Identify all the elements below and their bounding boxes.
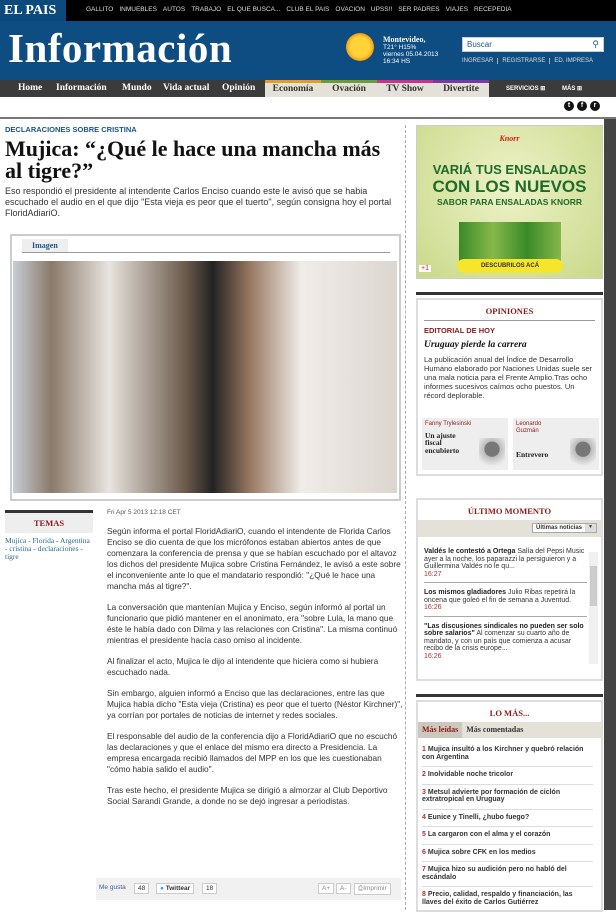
- paragraph: Sin embargo, alguien informó a Enciso que las declaraciones, entre las que Mujica había dicho "Esta vieja (Cristina) es peor que el tuerto (Néstor Kirchner)", ya corrían por portales de noticias de internet y redes sociales.: [107, 688, 403, 720]
- printer-icon: ⎙: [358, 885, 364, 892]
- register-link[interactable]: REGISTRARSE: [497, 58, 545, 64]
- twitter-bird-icon: ●: [160, 885, 166, 892]
- lo-mas-bar: [416, 694, 603, 697]
- search-input[interactable]: [462, 37, 604, 52]
- scrollbar-thumb[interactable]: [590, 566, 597, 606]
- weather-temp: T21° H15%: [383, 44, 417, 51]
- rss-icon[interactable]: r: [590, 101, 600, 111]
- print-label: Imprimir: [363, 885, 387, 892]
- item-title: Eunice y Tinelli, ¿hubo fuego?: [427, 813, 530, 821]
- list-item[interactable]: [424, 587, 587, 617]
- top-link[interactable]: INMUEBLES: [119, 6, 157, 13]
- google-plus-one-button[interactable]: +1: [421, 265, 429, 272]
- tab-mas-leidas[interactable]: Más leídas: [418, 722, 462, 738]
- item-title: Mujica insultó a los Kirchner y quebró relación con Argentina: [422, 746, 584, 761]
- temas-box: [5, 510, 93, 561]
- weather-city: Montevideo,: [383, 35, 426, 44]
- section-title[interactable]: Información: [8, 25, 233, 71]
- editorial-label: EDITORIAL DE HOY: [424, 326, 495, 335]
- nav-economia[interactable]: Economía: [265, 80, 321, 97]
- column-author: Fanny Trylesinski: [425, 421, 472, 427]
- share-bar: [96, 878, 401, 900]
- paragraph: La conversación que mantenían Mujica y Enciso, según informó al portal un funcionario que pidió mantener en el anonimato, era "sobre Lula, la mano que éste le había dado con Dilma y las relaciones con Cristina". La misma continuó mientras el presidente hacía caso omiso al incidente.: [107, 602, 398, 645]
- list-item[interactable]: 4 Eunice y Tinelli, ¿hubo fuego?: [422, 810, 593, 828]
- print-edition-link[interactable]: ED. IMPRESA: [549, 58, 593, 64]
- news-time: 16:26: [424, 652, 442, 660]
- tab-imagen[interactable]: Imagen: [22, 239, 68, 252]
- list-item[interactable]: 7 Mujica hizo su audición pero no habló del escándalo: [422, 862, 593, 887]
- article-date: Fri Apr 5 2013 12:18 CET: [107, 509, 181, 516]
- nav-servicios[interactable]: SERVICIOS ⊞: [506, 86, 546, 92]
- item-title: Precio, calidad, respaldo y financiación, las llaves del éxito de Carlos Gutiérrez: [422, 891, 573, 906]
- item-title: Inolvidable noche tricolor: [427, 771, 514, 778]
- top-links: [86, 6, 512, 13]
- tweet-count: 18: [202, 883, 217, 894]
- weather-date: viernes 05.04.2013: [383, 51, 439, 58]
- lo-mas-tabs: [418, 722, 601, 738]
- top-link[interactable]: TRABAJO: [191, 6, 222, 13]
- weather-info: [383, 35, 438, 65]
- list-item[interactable]: 1 Mujica insultó a los Kirchner y quebró relación con Argentina: [422, 742, 593, 767]
- list-item[interactable]: 5 La cargaron con el alma y el corazón: [422, 827, 593, 845]
- news-text: Julio Ribas repetirá la oncena que goleó el fin de semana a Juventud.: [424, 589, 576, 604]
- nav-divertite[interactable]: Divertite: [433, 80, 489, 97]
- article-summary: Eso respondió el presidente al intendente Carlos Enciso cuando este le avisó que se habia escuchado el audio en el que dijo "Esta vieja es peor que el tuerto", según consigna hoy el portal FloridAdiariO.: [5, 186, 392, 218]
- temas-title: TEMAS: [5, 513, 93, 533]
- article-kicker: DECLARACIONES SOBRE CRISTINA: [5, 125, 137, 134]
- opiniones-bar: [416, 292, 603, 295]
- weather-sun-icon: [346, 33, 374, 61]
- column-title: Un ajuste fiscal encubierto: [425, 430, 460, 455]
- tab-mas-comentadas[interactable]: Más comentadas: [466, 725, 524, 734]
- item-title: Metsul advierte por formación de ciclón extratropical en Uruguay: [422, 788, 561, 803]
- main-nav: [0, 80, 616, 97]
- nav-home[interactable]: Home: [18, 83, 43, 93]
- nav-opinion[interactable]: Opinión: [222, 83, 256, 93]
- item-title: Mujica hizo su audición pero no habló del escándalo: [422, 866, 567, 881]
- list-item[interactable]: 8 Precio, calidad, respaldo y financiación, las llaves del éxito de Carlos Gutiérrez: [422, 887, 593, 912]
- top-link[interactable]: UPSS!!: [370, 6, 393, 13]
- list-item[interactable]: 2 Inolvidable noche tricolor: [422, 767, 593, 785]
- ad-product-image: [459, 222, 561, 262]
- opiniones-box: [416, 298, 603, 476]
- account-links: [462, 58, 593, 64]
- top-link[interactable]: GALLITO: [86, 6, 114, 13]
- ultimo-momento-title: ÚLTIMO MOMENTO: [467, 506, 552, 516]
- ad-line-3: SABOR PARA ENSALADAS KNORR: [437, 197, 582, 207]
- lo-mas-box: [416, 700, 603, 912]
- top-link[interactable]: SER PADRES: [398, 6, 440, 13]
- opiniones-title: OPINIONES: [424, 300, 595, 321]
- top-link[interactable]: VIAJES: [445, 6, 469, 13]
- most-read-list: [422, 742, 593, 912]
- news-text: Salía del Pepsi Music ayer a la noche, los paparazzi la persiguieron y a Guillermina Valdés no le qu...: [424, 548, 585, 570]
- chevron-down-icon: ▼: [585, 524, 596, 532]
- top-link[interactable]: RECEPEDIA: [474, 6, 512, 13]
- font-decrease-button[interactable]: A-: [336, 883, 351, 894]
- list-item[interactable]: [424, 546, 587, 583]
- paragraph: El responsable del audio de la conferencia dijo a FloridAdiariO que no escuchó las declaraciones y que el enlace del mismo era directo a Presidencia. La empresa encargada recibió llamados del MPP en los que les cuestionaban "cómo había salido el audio".: [107, 731, 398, 774]
- tweet-label: Twittear: [165, 885, 191, 892]
- news-text: Al comenzar su cuarto año de mandato, y con un país que comienza a acusar recibo de la crisis europe...: [424, 630, 572, 652]
- print-button[interactable]: [354, 883, 391, 895]
- temas-tags[interactable]: Mujica - Florida - Argentina - cristina - declaraciones - tigre: [5, 536, 90, 561]
- news-headline: "Las discusiones sindicales no pueden ser solo sobre salarios": [424, 622, 584, 637]
- nav-mundo[interactable]: Mundo: [122, 83, 152, 93]
- nav-vida-actual[interactable]: Vida actual: [163, 83, 210, 93]
- item-title: Mujica sobre CFK en los medios: [427, 848, 536, 856]
- news-scrollbar[interactable]: [589, 552, 598, 664]
- search-icon[interactable]: ⚲: [592, 39, 599, 49]
- column-title: Entrevero: [516, 450, 549, 459]
- top-link[interactable]: CLUB EL PAIS: [286, 6, 330, 13]
- opinion-column[interactable]: [422, 418, 508, 470]
- news-headline: Valdés le contestó a Ortega: [424, 548, 516, 555]
- header-divider: [0, 117, 616, 119]
- image-gallery: [10, 234, 401, 501]
- paragraph: Al finalizar el acto, Mujica le dijo al intendente que hiciera como si hubiera escuchado nada.: [107, 656, 379, 677]
- item-title: La cargaron con el alma y el corazón: [427, 831, 551, 838]
- news-headline: Los mismos gladiadores: [424, 589, 507, 596]
- filter-bar: [418, 520, 601, 537]
- author-photo: [479, 438, 505, 470]
- filter-value: Últimas noticias: [535, 525, 582, 531]
- nav-ovacion[interactable]: Ovación: [321, 80, 377, 97]
- article-photo: [13, 261, 397, 493]
- login-link[interactable]: INGRESAR: [462, 58, 494, 64]
- editorial-text: La publicación anual del Índice de Desarrollo Humano elaborado por Naciones Unidas suele ser una mala noticia para el Frente Amplio.Tras ocho informes sucesivos caímos ocho puestos. Un récord deplorable.: [424, 355, 593, 400]
- article-body: [107, 526, 405, 817]
- paragraph: Según informa el portal FloridAdiariO, cuando el intendente de Florida Carlos Enciso se dio cuenta de que los micrófonos estaban abiertos antes de que comenzara la conferencia de prensa y que se habían escuchado por el altavoz los dichos del presidente Mujica sobre Cristina Fernández, le avisó a este sobre el inconveniente ante lo que el mandatario respondió: "¿Qué le hace una mancha más al tigre?".: [107, 526, 401, 591]
- article-title: Mujica: “¿Qué le hace una mancha más al tigre?”: [5, 136, 381, 183]
- ad-line-1: VARIÁ TUS ENSALADAS: [432, 162, 587, 177]
- news-time: 16:27: [424, 570, 442, 578]
- nav-tv-show[interactable]: TV Show: [377, 80, 433, 97]
- column-author: Leonardo Guzmán: [516, 421, 542, 434]
- list-item[interactable]: 6 Mujica sobre CFK en los medios: [422, 845, 593, 863]
- facebook-icon[interactable]: f: [577, 101, 587, 111]
- tweet-button[interactable]: [156, 883, 194, 894]
- knorr-ad[interactable]: [416, 125, 603, 279]
- paragraph: Tras este hecho, el presidente Mujica se dirigió a almorzar al Club Deportivo Social Sarandi Grande, a donde no se dejó ingresar a periodistas.: [107, 785, 388, 806]
- news-filter-select[interactable]: [532, 523, 597, 533]
- author-photo: [570, 438, 596, 470]
- like-count: 48: [134, 883, 149, 894]
- weather-time: 16:34 HS: [383, 58, 411, 65]
- ad-line-2: CON LOS NUEVOS: [432, 177, 587, 196]
- opinion-column[interactable]: [513, 418, 599, 470]
- top-link[interactable]: AUTOS: [162, 6, 186, 13]
- knorr-logo: Knorr: [499, 134, 520, 143]
- list-item[interactable]: 3 Metsul advierte por formación de ciclón extratropical en Uruguay: [422, 785, 593, 810]
- nav-informacion[interactable]: Información: [56, 83, 107, 93]
- ad-cta-button[interactable]: DESCUBRILOS ACÁ: [457, 259, 563, 273]
- top-link[interactable]: OVACION: [335, 6, 365, 13]
- column-divider: [405, 125, 406, 910]
- lo-mas-title: LO MÁS...: [489, 708, 530, 718]
- scrollbar[interactable]: [604, 119, 616, 910]
- news-time: 16:26: [424, 604, 442, 611]
- nav-mas[interactable]: MÁS ⊞: [562, 86, 583, 92]
- news-list: [424, 546, 587, 664]
- editorial-title[interactable]: Uruguay pierde la carrera: [424, 340, 527, 350]
- twitter-icon[interactable]: t: [564, 101, 574, 111]
- social-links: [564, 101, 600, 111]
- top-link[interactable]: EL QUE BUSCA...: [227, 6, 281, 13]
- tab-divider: [22, 252, 390, 253]
- facebook-like-button[interactable]: Me gusta: [99, 884, 126, 891]
- el-pais-logo[interactable]: EL PAIS: [0, 0, 66, 21]
- font-increase-button[interactable]: A+: [318, 883, 334, 894]
- list-item[interactable]: [424, 621, 587, 665]
- ultimo-momento-box: [416, 498, 603, 681]
- search-placeholder: Buscar: [467, 40, 492, 49]
